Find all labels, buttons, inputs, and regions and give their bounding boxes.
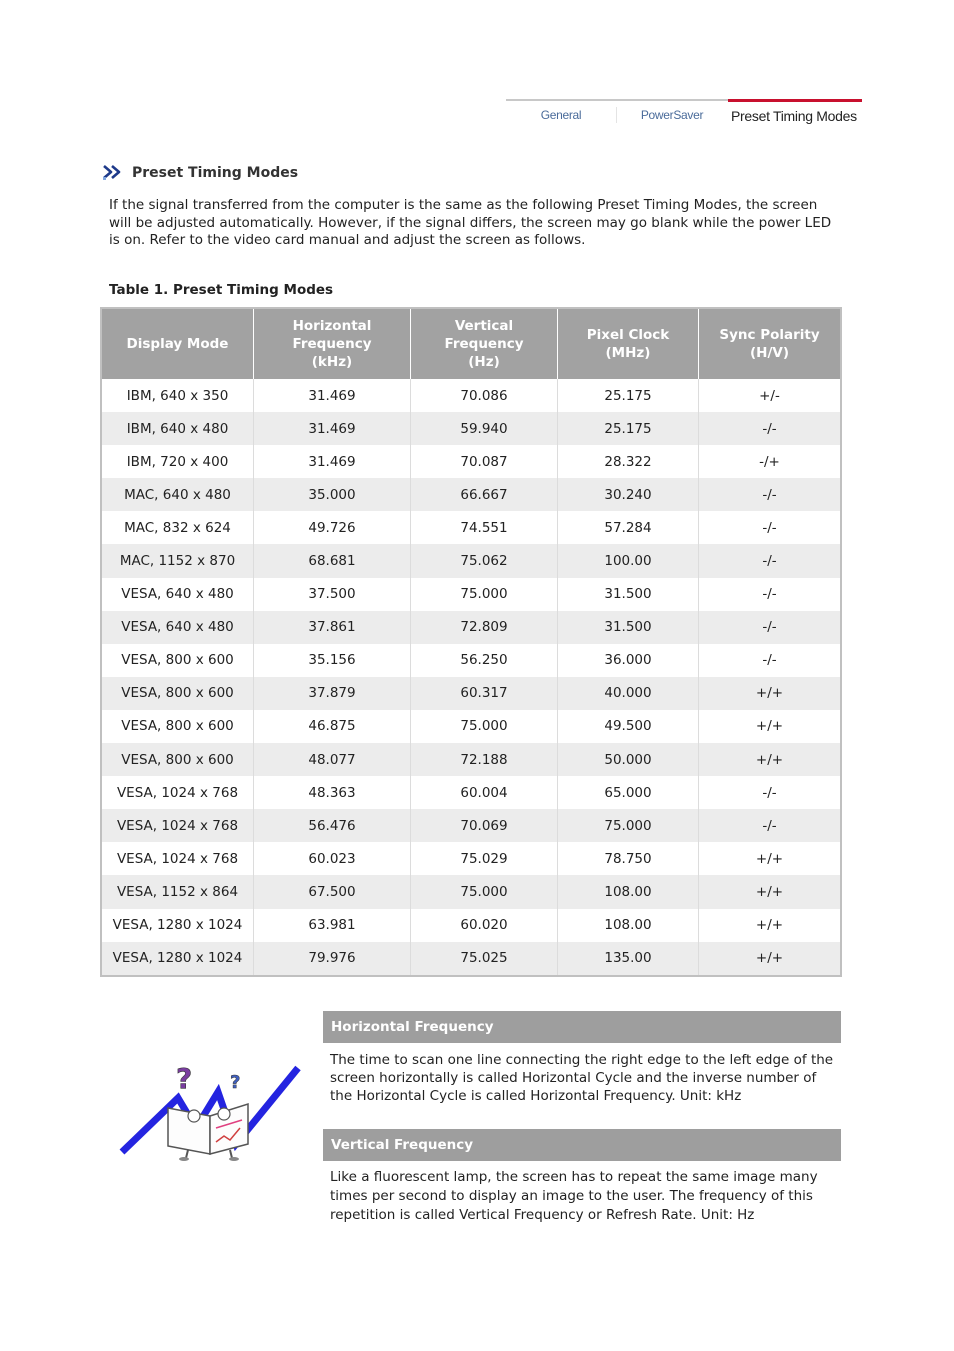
table-cell: VESA, 800 x 600: [102, 710, 254, 743]
table-cell: 70.087: [411, 445, 558, 478]
table-cell: 60.023: [254, 842, 411, 875]
table-cell: -/-: [762, 486, 777, 503]
table-cell: 75.025: [411, 942, 558, 975]
table-cell: +/-: [759, 387, 780, 404]
table-row: [102, 578, 840, 611]
svg-text:?: ?: [230, 1072, 241, 1093]
tab-preset-timing-modes-label: Preset Timing Modes: [731, 107, 857, 124]
horizontal-frequency-text: The time to scan one line connecting the right edge to the left edge of the screen horizontally is called Horizontal Cycle and the inverse number of the Horizontal Cycle is called Horizontal Frequency. Unit: kHz: [330, 1052, 834, 1104]
table-cell: 57.284: [558, 511, 699, 544]
table-cell: 79.976: [254, 942, 411, 975]
table-cell: 60.020: [411, 909, 558, 942]
column-header-line: (MHz): [605, 345, 651, 361]
table-cell: 108.00: [558, 875, 699, 908]
table-cell: IBM, 720 x 400: [102, 445, 254, 478]
tab-bar: [506, 99, 862, 129]
table-cell: 100.00: [558, 544, 699, 577]
table-cell: 75.000: [411, 710, 558, 743]
table-row: [102, 644, 840, 677]
table-cell: VESA, 1024 x 768: [102, 776, 254, 809]
table-cell: 72.188: [411, 743, 558, 776]
table-cell: 65.000: [558, 776, 699, 809]
table-cell: 78.750: [558, 842, 699, 875]
table-cell: MAC, 832 x 624: [102, 511, 254, 544]
table-cell: -/-: [762, 652, 777, 669]
table-cell: 31.469: [254, 445, 411, 478]
column-header-line: Vertical: [454, 318, 514, 334]
table-cell: 59.940: [411, 412, 558, 445]
table-cell: 68.681: [254, 544, 411, 577]
table-row: [102, 809, 840, 842]
column-header: [558, 309, 699, 379]
tab-general[interactable]: [506, 99, 616, 129]
column-header: [411, 309, 558, 379]
table-cell: 35.156: [254, 644, 411, 677]
table-cell: 75.000: [411, 875, 558, 908]
table-cell: -/-: [762, 619, 777, 636]
help-book-illustration: [118, 1058, 302, 1162]
table-row: [102, 478, 840, 511]
table-row: [102, 942, 840, 975]
column-header-line: Pixel Clock: [586, 327, 670, 343]
column-header-line: Frequency: [444, 336, 524, 352]
table-cell: 75.000: [558, 809, 699, 842]
table-cell: +/+: [755, 685, 784, 702]
table-cell: MAC, 1152 x 870: [102, 544, 254, 577]
table-cell: VESA, 1280 x 1024: [102, 909, 254, 942]
column-header-line: Horizontal: [292, 318, 372, 334]
table-cell: 25.175: [558, 379, 699, 412]
table-cell: 40.000: [558, 677, 699, 710]
table-cell: MAC, 640 x 480: [102, 478, 254, 511]
table-cell: 31.500: [558, 611, 699, 644]
column-header-line: (Hz): [468, 354, 500, 370]
table-row: [102, 379, 840, 412]
table-cell: 35.000: [254, 478, 411, 511]
tab-preset-timing-modes[interactable]: [728, 99, 862, 129]
table-cell: 108.00: [558, 909, 699, 942]
table-cell: 48.077: [254, 743, 411, 776]
table-cell: 31.500: [558, 578, 699, 611]
table-cell: 37.879: [254, 677, 411, 710]
column-header: [102, 309, 254, 379]
table-cell: -/-: [762, 519, 777, 536]
table-cell: VESA, 1152 x 864: [102, 875, 254, 908]
vertical-frequency-heading: Vertical Frequency: [323, 1129, 841, 1161]
table-row: [102, 511, 840, 544]
table-cell: VESA, 800 x 600: [102, 644, 254, 677]
table-cell: -/+: [759, 453, 780, 470]
table-row: [102, 445, 840, 478]
table-cell: 67.500: [254, 875, 411, 908]
table-cell: VESA, 1024 x 768: [102, 809, 254, 842]
column-header-line: Display Mode: [126, 336, 229, 352]
table-row: [102, 909, 840, 942]
table-cell: 25.175: [558, 412, 699, 445]
table-cell: 48.363: [254, 776, 411, 809]
table-cell: IBM, 640 x 350: [102, 379, 254, 412]
intro-paragraph: If the signal transferred from the computer is the same as the following Preset Timing Modes, the screen will be adjusted automatically. However, if the signal differs, the screen may go blank while the power LED is on. Refer to the video card manual and adjust the screen as follows.: [109, 197, 832, 248]
tab-powersaver-label: PowerSaver: [640, 108, 704, 122]
table-cell: 37.500: [254, 578, 411, 611]
tab-powersaver[interactable]: [616, 99, 728, 129]
tab-general-label: General: [540, 108, 582, 122]
table-cell: VESA, 1024 x 768: [102, 842, 254, 875]
column-header-line: (kHz): [311, 354, 353, 370]
table-cell: -/-: [762, 817, 777, 834]
column-header-line: Frequency: [292, 336, 372, 352]
table-cell: 75.029: [411, 842, 558, 875]
table-row: [102, 776, 840, 809]
table-row: [102, 677, 840, 710]
table-cell: -/-: [762, 784, 777, 801]
table-cell: 70.086: [411, 379, 558, 412]
table-row: [102, 412, 840, 445]
preset-timing-table: [100, 307, 842, 977]
column-header-line: (H/V): [749, 345, 790, 361]
table-cell: 60.004: [411, 776, 558, 809]
table-cell: 60.317: [411, 677, 558, 710]
table-cell: 37.861: [254, 611, 411, 644]
table-cell: -/-: [762, 553, 777, 570]
double-chevron-icon: [102, 163, 124, 181]
table-cell: VESA, 640 x 480: [102, 578, 254, 611]
table-cell: 36.000: [558, 644, 699, 677]
table-row: [102, 875, 840, 908]
table-cell: VESA, 640 x 480: [102, 611, 254, 644]
column-header: [254, 309, 411, 379]
section-heading: [102, 155, 298, 181]
table-cell: -/-: [762, 586, 777, 603]
table-cell: 66.667: [411, 478, 558, 511]
svg-text:?: ?: [176, 1062, 193, 1095]
horizontal-frequency-heading: Horizontal Frequency: [323, 1011, 841, 1043]
table-caption: Table 1. Preset Timing Modes: [109, 282, 334, 298]
table-cell: +/+: [755, 751, 784, 768]
table-cell: 74.551: [411, 511, 558, 544]
table-cell: +/+: [755, 950, 784, 967]
table-cell: +/+: [755, 718, 784, 735]
table-cell: 28.322: [558, 445, 699, 478]
table-cell: 49.500: [558, 710, 699, 743]
table-cell: 75.000: [411, 578, 558, 611]
table-row: [102, 842, 840, 875]
table-cell: 75.062: [411, 544, 558, 577]
table-cell: VESA, 800 x 600: [102, 677, 254, 710]
table-cell: 63.981: [254, 909, 411, 942]
vertical-frequency-text: Like a fluorescent lamp, the screen has to repeat the same image many times per second to display an image to the user. The frequency of this repetition is called Vertical Frequency or Refresh Rate. Unit: Hz: [330, 1169, 818, 1223]
column-header: [699, 309, 840, 379]
column-header-line: Sync Polarity: [719, 327, 820, 343]
table-cell: 56.476: [254, 809, 411, 842]
table-cell: +/+: [755, 850, 784, 867]
table-row: [102, 743, 840, 776]
table-cell: VESA, 800 x 600: [102, 743, 254, 776]
table-header-row: [102, 309, 840, 379]
table-cell: 50.000: [558, 743, 699, 776]
table-cell: +/+: [755, 917, 784, 934]
table-body: [102, 379, 840, 975]
table-cell: 30.240: [558, 478, 699, 511]
table-cell: 31.469: [254, 379, 411, 412]
table-cell: VESA, 1280 x 1024: [102, 942, 254, 975]
table-cell: 56.250: [411, 644, 558, 677]
table-cell: 31.469: [254, 412, 411, 445]
table-row: [102, 611, 840, 644]
table-row: [102, 710, 840, 743]
table-cell: IBM, 640 x 480: [102, 412, 254, 445]
table-cell: 70.069: [411, 809, 558, 842]
table-row: [102, 544, 840, 577]
page-title: Preset Timing Modes: [132, 165, 299, 181]
table-cell: +/+: [755, 883, 784, 900]
table-cell: 46.875: [254, 710, 411, 743]
table-cell: 72.809: [411, 611, 558, 644]
table-cell: 135.00: [558, 942, 699, 975]
table-cell: 49.726: [254, 511, 411, 544]
table-cell: -/-: [762, 420, 777, 437]
